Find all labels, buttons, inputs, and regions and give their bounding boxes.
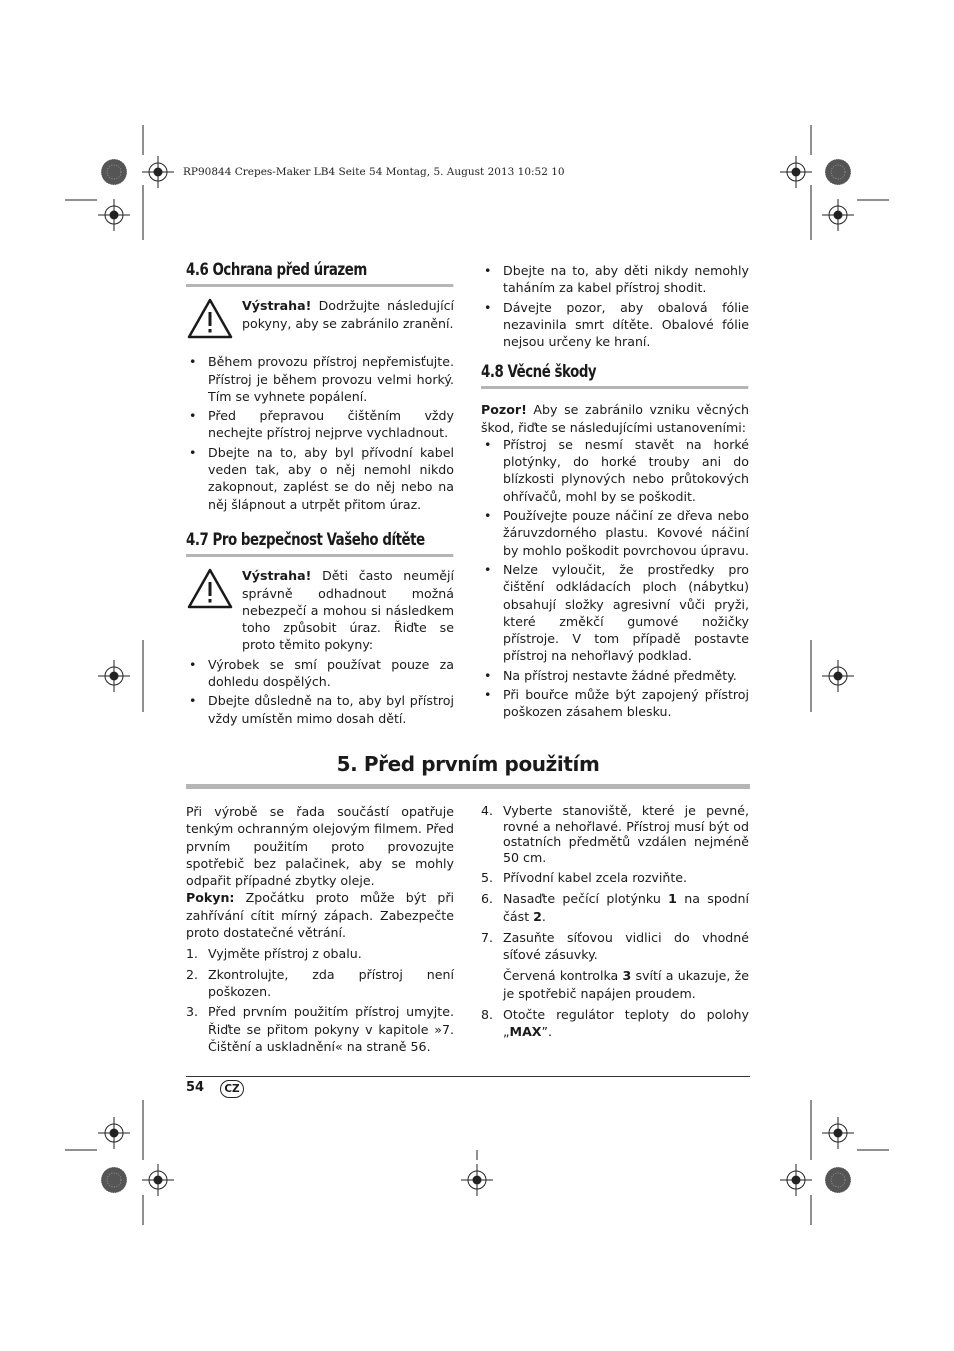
- warning-block-4-7: [186, 567, 454, 653]
- language-badge: CZ: [220, 1080, 244, 1098]
- section-4-6: [186, 261, 454, 287]
- list-item: 8. Otočte regulátor teploty do polohy „MAX”.: [481, 1007, 749, 1040]
- warning-text-4-7: Výstraha! Děti často neumějí správně odhadnout možná nebezpečí a mohou si následkem toho způsobit úraz. Řiďte se proto těmito pokyny:: [242, 568, 454, 653]
- warning-triangle-icon: [186, 567, 234, 611]
- left-column-top: [186, 261, 454, 515]
- list-item: 7. Zasuňte síťovou vidlici do vhodné síťové zásuvky.: [481, 929, 749, 963]
- steps-list-left: [186, 945, 454, 1055]
- chapter-5-heading: [186, 752, 750, 789]
- list-item: 5. Přívodní kabel zcela rozviňte.: [481, 870, 688, 885]
- caution-intro: Pozor! Aby se zabránilo vzniku věcných škod, řiďte se následujícími ustanoveními:: [481, 402, 749, 435]
- list-item: • Při bouřce může být zapojený přístroj poškozen zásahem blesku.: [481, 686, 749, 721]
- list-item: • Dbejte důsledně na to, aby byl přístroj vždy umístěn mimo dosah dětí.: [186, 692, 454, 727]
- warning-triangle-icon: [186, 297, 234, 341]
- right-column-bottom: [481, 803, 749, 1044]
- bullet-list-4-7-left: [186, 656, 454, 727]
- list-item: 2. Zkontrolujte, zda přístroj není poškozen.: [186, 966, 454, 999]
- list-item: • Dávejte pozor, aby obalová fólie nezavinila smrt dítěte. Obalové fólie nejsou určeny ke hraní.: [481, 299, 749, 351]
- chapter-5-note: Pokyn: Zpočátku proto může být při zahřívání cítit mírný zápach. Zabezpečte proto dostatečné větrání.: [186, 890, 454, 941]
- list-item: 6. Nasaďte pečící plotýnku 1 na spodní část 2.: [481, 891, 749, 924]
- list-item: • Dbejte na to, aby byl přívodní kabel veden tak, aby o něj nemohl nikdo zakopnout, zaplést se do něj nebo na něj šlápnout a utrpět přitom úraz.: [186, 444, 454, 513]
- bullet-list-4-6: [186, 353, 454, 513]
- left-column-bottom: [186, 803, 454, 1058]
- list-item: • Před přepravou čištěním vždy nechejte přístroj nejprve vychladnout.: [186, 407, 454, 442]
- list-item: • Výrobek se smí používat pouze za dohledu dospělých.: [186, 656, 454, 691]
- list-item: • Na přístroj nestavte žádné předměty.: [481, 667, 749, 684]
- section-4-8: [481, 363, 749, 389]
- page-number: 54: [186, 1080, 205, 1095]
- steps-list-right: [481, 803, 749, 1041]
- print-header-line: RP90844 Crepes-Maker LB4 Seite 54 Montag, 5. August 2013 10:52 10: [183, 166, 565, 178]
- chapter-5-title: 5. Před prvním použitím: [186, 752, 750, 789]
- footer-rule: [186, 1076, 750, 1077]
- list-item-sub: Červená kontrolka 3 svítí a ukazuje, že je spotřebič napájen proudem.: [503, 968, 749, 1001]
- list-item: • Nelze vyloučit, že prostředky pro čištění odkládacích ploch (nábytku) obsahují složky agresivní vůči pryži, které změkčí gumové nožičky přístroje. V tom případě postavte přístroj na nehořlavý podklad.: [481, 561, 749, 665]
- warning-text-4-6: Výstraha! Dodržujte následující pokyny, aby se zabránilo zranění.: [242, 298, 454, 331]
- section-4-7-title: 4.7 Pro bezpečnost Vašeho dítěte: [186, 531, 454, 557]
- list-item: • Během provozu přístroj nepřemisťujte. Přístroj je během provozu velmi horký. Tím se vyhnete popálení.: [186, 353, 454, 405]
- list-item: • Používejte pouze náčiní ze dřeva nebo žáruvzdorného plastu. Kovové náčiní by mohlo poškodit povrchovou úpravu.: [481, 507, 749, 559]
- section-4-8-title: 4.8 Věcné škody: [481, 363, 749, 389]
- bullet-list-4-8: [481, 436, 749, 721]
- list-item: • Dbejte na to, aby děti nikdy nemohly taháním za kabel přístroj shodit.: [481, 262, 749, 297]
- right-column-4-8: [481, 363, 749, 723]
- list-item: 1. Vyjměte přístroj z obalu.: [186, 946, 362, 962]
- list-item: • Přístroj se nesmí stavět na horké plotýnky, do horké trouby ani do blízkosti plynových nebo průtokových ohřívačů, mohl by se poškodit.: [481, 436, 749, 505]
- list-item: 4. Vyberte stanoviště, které je pevné, rovné a nehořlavé. Přístroj musí být od ostatních předmětů vzdálen nejméně 50 cm.: [481, 803, 749, 865]
- left-column-4-7: [186, 531, 454, 729]
- section-4-6-title: 4.6 Ochrana před úrazem: [186, 261, 454, 287]
- list-item: 3. Před prvním použitím přístroj umyjte. Řiďte se přitom pokyny v kapitole »7. Čištění a uskladnění« na straně 56.: [186, 1004, 454, 1054]
- bullet-list-4-7-right: [481, 262, 749, 350]
- section-4-7: [186, 531, 454, 557]
- warning-block-4-6: [186, 297, 454, 341]
- right-column-top: [481, 262, 749, 352]
- chapter-5-intro: Při výrobě se řada součástí opatřuje tenkým ochranným olejovým filmem. Před prvním použitím proto provozujte spotřebič bez palačinek, aby se mohly odpařit případné zbytky oleje.: [186, 804, 454, 889]
